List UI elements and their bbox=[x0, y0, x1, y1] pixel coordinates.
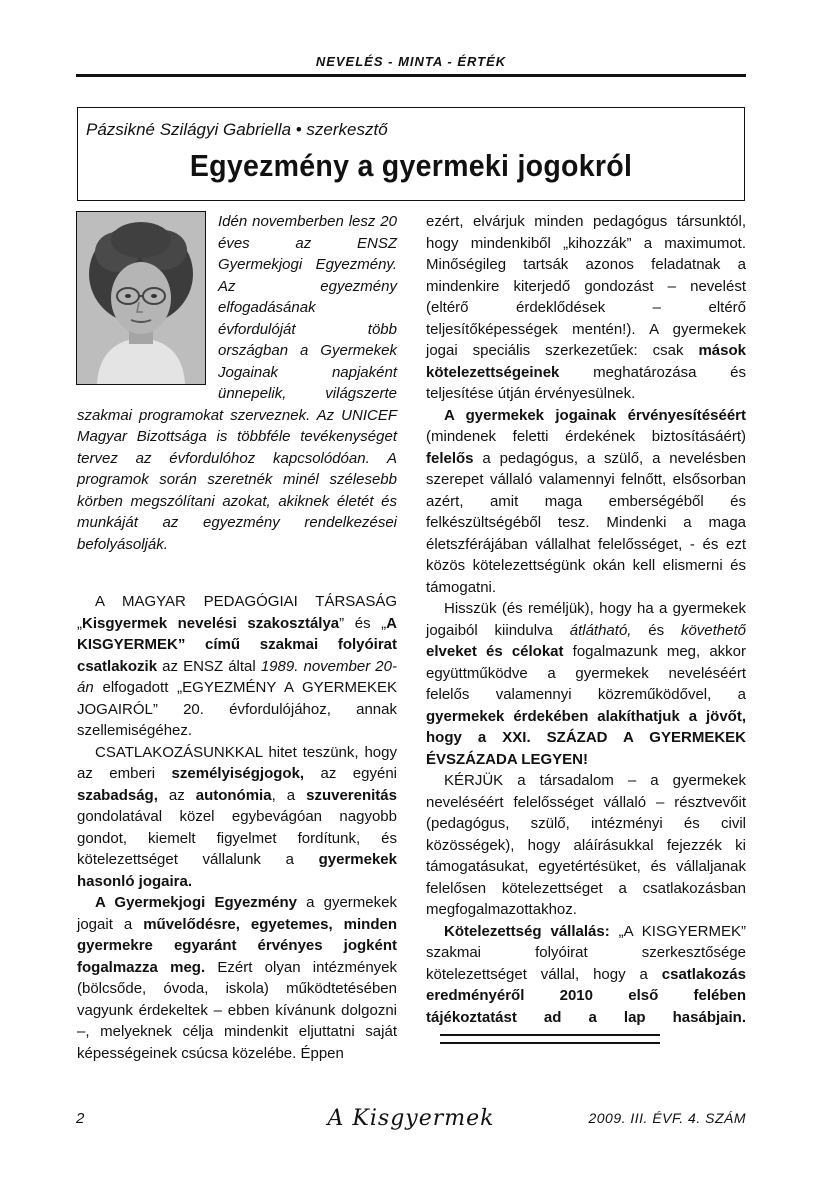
magazine-name: A Kisgyermek bbox=[327, 1106, 495, 1131]
page-footer bbox=[76, 1106, 746, 1134]
end-of-article-mark bbox=[440, 1034, 660, 1044]
paragraph-belief: Hisszük (és reméljük), hogy ha a gyermekek jogaiból kiindulva átlátható, és követhető elveket és célokat fogalmazunk meg, akkor együttműködve a gyermekek neveléséért felelős valamennyi közreműködővel, a gyermekek érdekében alakíthatjuk a jövőt, hogy a XXI. SZÁZAD A GYERMEKEK ÉVSZÁZADA LEGYEN! bbox=[426, 600, 747, 768]
photo-space bbox=[77, 211, 218, 387]
author-line: Pázsikné Szilágyi Gabriella • szerkesztő bbox=[86, 120, 388, 139]
paragraph-commitment: Kötelezettség vállalás: „A KISGYERMEK” szakmai folyóirat szerkesztősége kötelezettséget vállal, hogy a csatlakozás eredményéről 2010 első felében tájékoztatást ad a lap hasábjain. bbox=[426, 921, 746, 1050]
paragraph-society: A MAGYAR PEDAGÓGIAI TÁRSASÁG „Kisgyermek nevelési szakosztálya” és „A KISGYERMEK” című szakmai folyóirat csatlakozik az ENSZ által 1989. november 20-án elfogadott „EGYEZMÉNY A GYERMEKEK JOGAIRÓL” 20. évfordulójához, annak szellemiségéhez. bbox=[77, 593, 397, 739]
header-rule bbox=[76, 74, 746, 77]
issue-info: 2009. III. ÉVF. 4. SZÁM bbox=[588, 1110, 746, 1126]
running-head: NEVELÉS - MINTA - ÉRTÉK bbox=[315, 54, 507, 69]
title-box bbox=[77, 107, 745, 201]
paragraph-request: KÉRJÜK a társadalom – a gyermekek neveléséért felelősséget vállaló – résztvevőit (pedagógus, szülő, intézményi és civil közösségek), hogy aláírásukkal fejezzék ki támogatásukat, egyetértésüket, és vállaljanak felelősen kötelezettséget a csatlakozásban megfogalmazottakhoz. bbox=[426, 772, 746, 918]
right-column bbox=[426, 211, 746, 1050]
left-column bbox=[77, 211, 397, 1064]
article-headline: Egyezmény a gyermeki jogokról bbox=[189, 148, 633, 183]
page-number: 2 bbox=[76, 1110, 85, 1127]
paragraph-convention: A Gyermekjogi Egyezmény a gyermekek jogait a művelődésre, egyetemes, minden gyermekre egyaránt érvényes jogként fogalmazza meg. Ezért olyan intézmények (bölcsőde, óvoda, iskola) működtetésében vagyunk érdekeltek – ebben kívánunk dolgozni –, melyeknek célja mindenkit eljuttatni saját képességeinek csúcsa közelébe. Éppen bbox=[77, 894, 398, 1062]
paragraph-responsibility: A gyermekek jogainak érvényesítéséért (mindenek feletti érdekének biztosításáért) felelős a pedagógus, a szülő, a nevelésben szerepet vállaló valamennyi felnőtt, elsősorban azért, amit maga emberségéből és felkészültségéből tesz. Mindenki a maga életszférájában vállalhat felelősséget, - és ezt közös kötelezettségünk okán kell elismerni és támogatni. bbox=[426, 406, 746, 596]
intro-paragraph: Idén novemberben lesz 20 éves az ENSZ Gyermekjogi Egyezmény. Az egyezmény elfogadásának évfordulóját több országban a Gyermekek Jogainak napjaként ünnepelik, világszerte szakmai programokat szerveznek. Az UNICEF Magyar Bizottsága is többféle tevékenységet tervez az évfordulóhoz kapcsolódóan. A programok során szeretnék minél szélesebb körben megszólítani azokat, akiknek életét és munkáját az egyezmény rendelkezései befolyásolják. bbox=[77, 213, 397, 553]
paragraph-expectations: ezért, elvárjuk minden pedagógus társunktól, hogy mindenkiből „kihozzák” a maximumot. Minőségileg tartsák azonos feladatnak a mindenkire kiterjedő gondozást – nevelést (eltérő érdeklődések – eltérő teljesítőképességek mentén!). A gyermekek jogai speciális szerkezetűek: csak mások kötelezettségeinek meghatározása és teljesítése útján érvényesülnek. bbox=[426, 213, 746, 402]
paragraph-gap bbox=[77, 555, 397, 591]
paragraph-joining: CSATLAKOZÁSUNKKAL hitet teszünk, hogy az emberi személyiségjogok, az egyéni szabadság, az autonómia, a szuverenitás gondolatával közel egybevágóan nagyobb gondot, kiemelt figyelmet fordítunk, és kötelezettséget vállalunk a gyermekek hasonló jogaira. bbox=[77, 743, 397, 890]
